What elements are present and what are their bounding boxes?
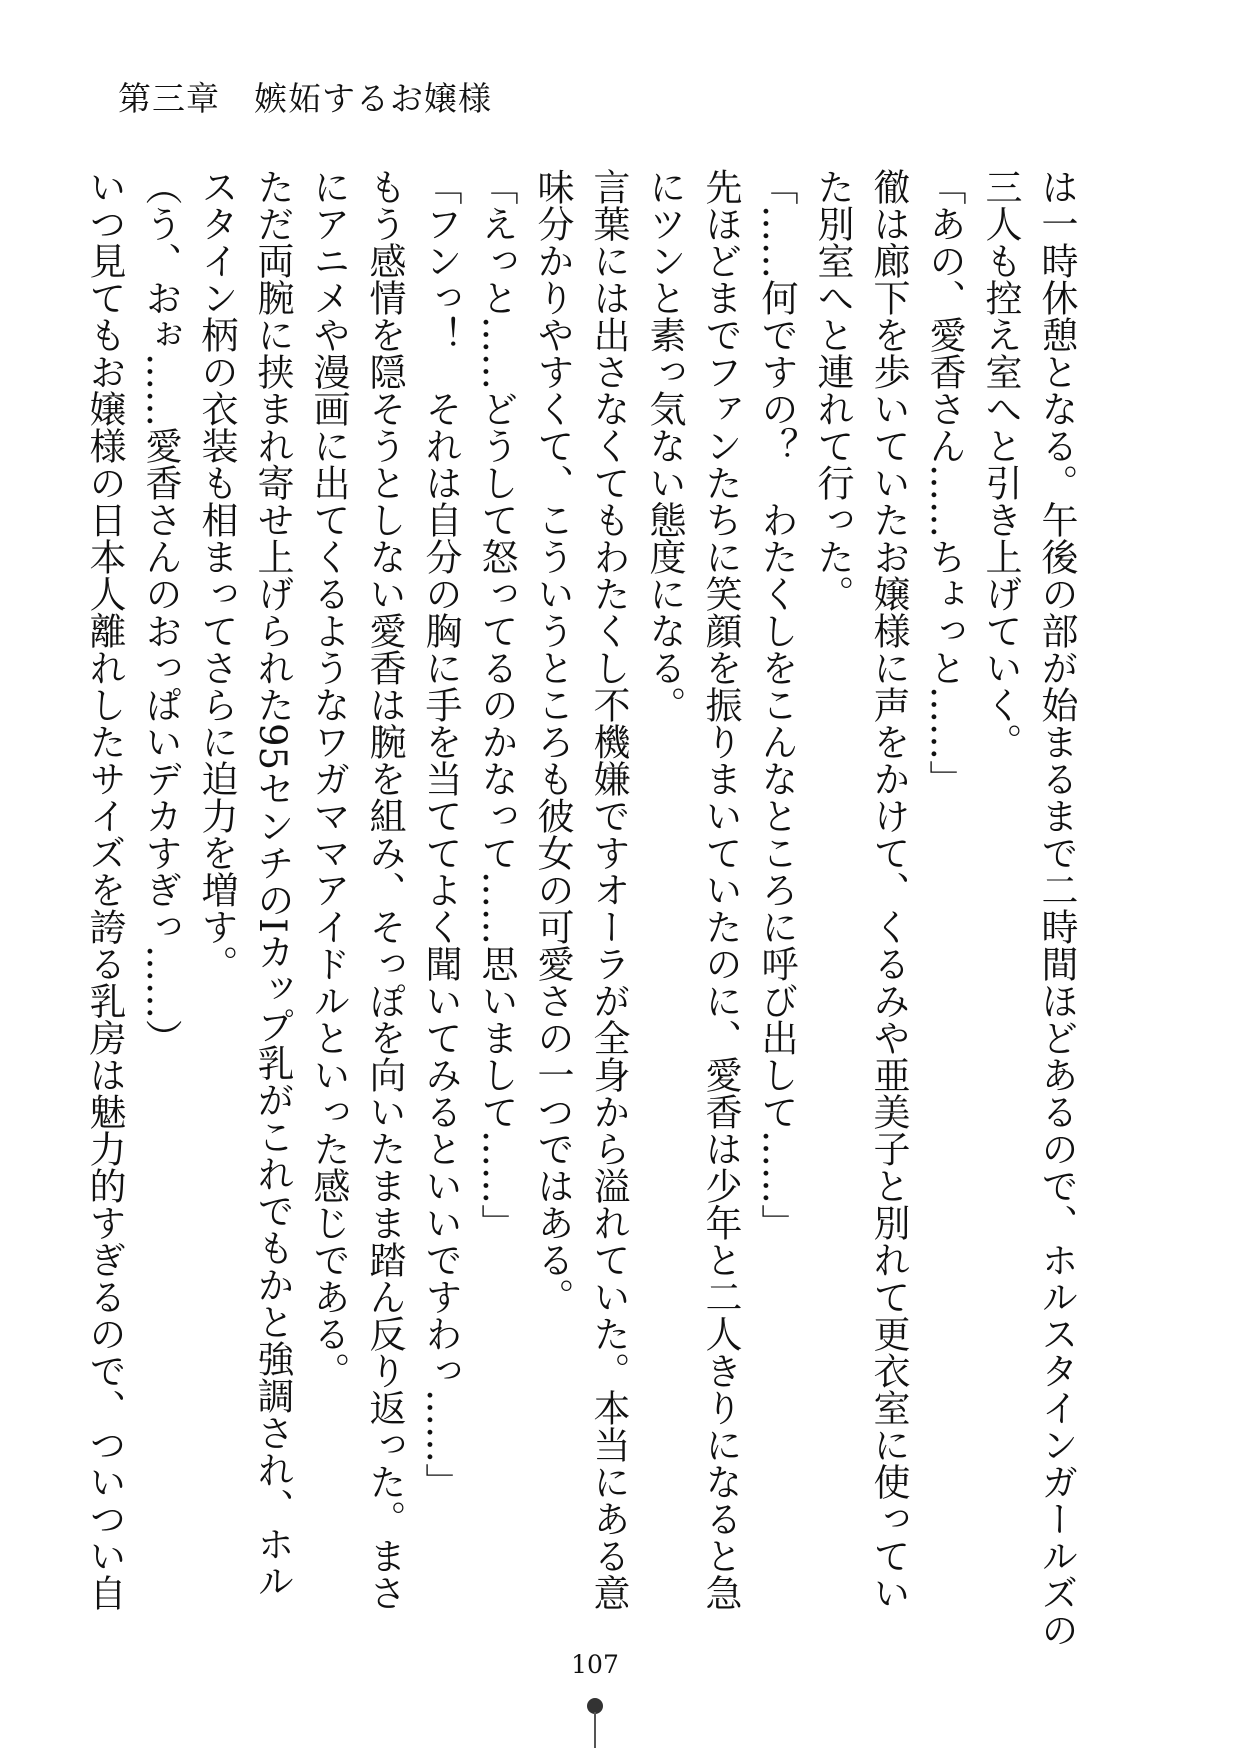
- text-line: 「あの、愛香さん……ちょっと……」: [923, 168, 966, 797]
- text-line: 言葉には出さなくてもわたくし不機嫌ですオーラが全身から溢れていた。本当にある意: [587, 168, 630, 1611]
- body-text: [83, 168, 1084, 1648]
- text-line: 「えっと……どうして怒ってるのかなって……思いまして……」: [475, 168, 518, 1241]
- footer-stem-ornament: [594, 1712, 596, 1748]
- text-line: 「フンっ！ それは自分の胸に手を当ててよく聞いてみるといいですわっ……」: [419, 168, 462, 1500]
- text-line: 徹は廊下を歩いていたお嬢様に声をかけて、くるみや亜美子と別れて更衣室に使ってい: [867, 168, 910, 1611]
- text-line: は一時休憩となる。午後の部が始まるまで二時間ほどあるので、ホルスタインガールズの: [1035, 168, 1078, 1648]
- text-line: 三人も控え室へと引き上げていく。: [979, 168, 1022, 760]
- text-line: もう感情を隠そうとしない愛香は腕を組み、そっぽを向いたまま踏ん反り返った。まさ: [363, 168, 406, 1611]
- text-line: 味分かりやすくて、こういうところも彼女の可愛さの一つではある。: [531, 168, 574, 1315]
- chapter-title: 第三章 嫉妬するお嬢様: [118, 79, 492, 118]
- text-line: た別室へと連れて行った。: [811, 168, 854, 612]
- page-number: 107: [571, 1650, 619, 1679]
- text-line: 先ほどまでファンたちに笑顔を振りまいていたのに、愛香は少年と二人きりになると急: [699, 168, 742, 1611]
- text-line: ただ両腕に挟まれ寄せ上げられた95センチのIカップ乳がこれでもかと強調され、ホル: [251, 168, 294, 1599]
- text-line: にツンと素っ気ない態度になる。: [643, 168, 686, 723]
- text-line: スタイン柄の衣装も相まってさらに迫力を増す。: [195, 168, 238, 982]
- text-line: （う、おぉ……愛香さんのおっぱいデカすぎっ……）: [139, 168, 182, 1056]
- text-line: にアニメや漫画に出てくるようなワガママアイドルといった感じである。: [307, 168, 350, 1389]
- text-line: 「……何ですの？ わたくしをこんなところに呼び出して……」: [755, 168, 798, 1241]
- text-line: いつ見てもお嬢様の日本人離れしたサイズを誇る乳房は魅力的すぎるので、ついつい自: [83, 168, 126, 1611]
